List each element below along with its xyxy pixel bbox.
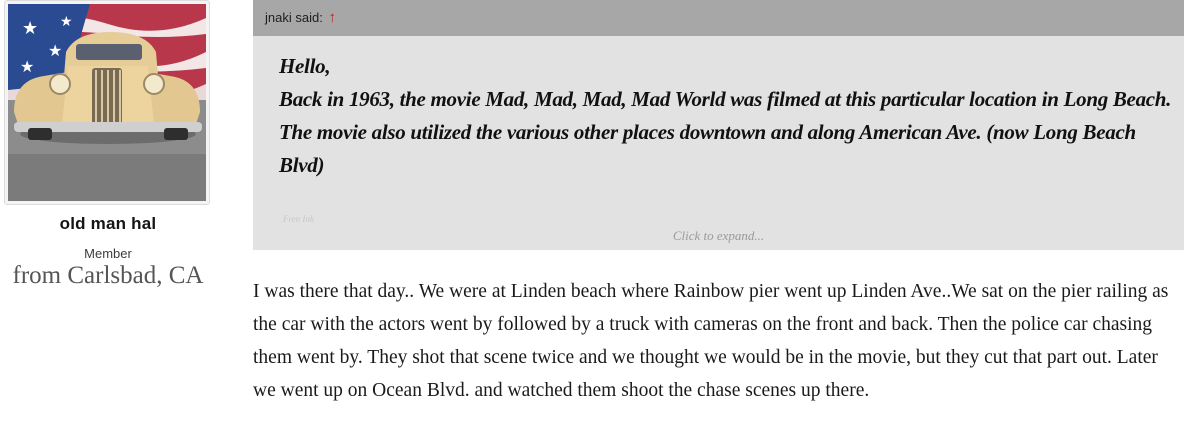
quote-text: Back in 1963, the movie Mad, Mad, Mad, Mad World was filmed at this particular location in Long Beach. The movie also utilized the various other places downtown and along American Ave. (now Long Beach Blvd)	[279, 87, 1172, 177]
user-title: Member	[84, 246, 132, 261]
username[interactable]: old man hal	[59, 214, 157, 233]
expand-link[interactable]: Click to expand...	[672, 228, 765, 243]
svg-text:★: ★	[60, 15, 73, 30]
post-message: I was there that day.. We were at Linden beach where Rainbow pier went up Linden Ave..We sat on the pier railing as the car with the actors went by followed by a truck with cameras on the front and back. Then the police car chasing them went by. They shot that scene twice and we thought we would be in the movie, but they cut that part out. Later we went up on Ocean Blvd. and watched them shoot the chase scenes up there.	[253, 281, 1169, 401]
quote-block	[253, 0, 1184, 250]
svg-text:★: ★	[20, 59, 35, 76]
quote-author[interactable]: jnaki said:	[265, 10, 323, 25]
avatar[interactable]	[4, 0, 210, 205]
vintage-car-flag-avatar-icon	[8, 4, 206, 201]
arrow-up-icon[interactable]: ↑	[328, 9, 336, 26]
quote-body	[279, 50, 1174, 182]
user-panel	[0, 0, 216, 443]
svg-text:★: ★	[22, 18, 39, 38]
user-location: from Carlsbad, CA	[12, 262, 204, 289]
quote-greeting: Hello,	[279, 54, 331, 78]
quote-header	[253, 0, 1184, 36]
quote-fade-text: Fren Ink	[283, 214, 314, 224]
svg-text:★: ★	[48, 43, 63, 60]
